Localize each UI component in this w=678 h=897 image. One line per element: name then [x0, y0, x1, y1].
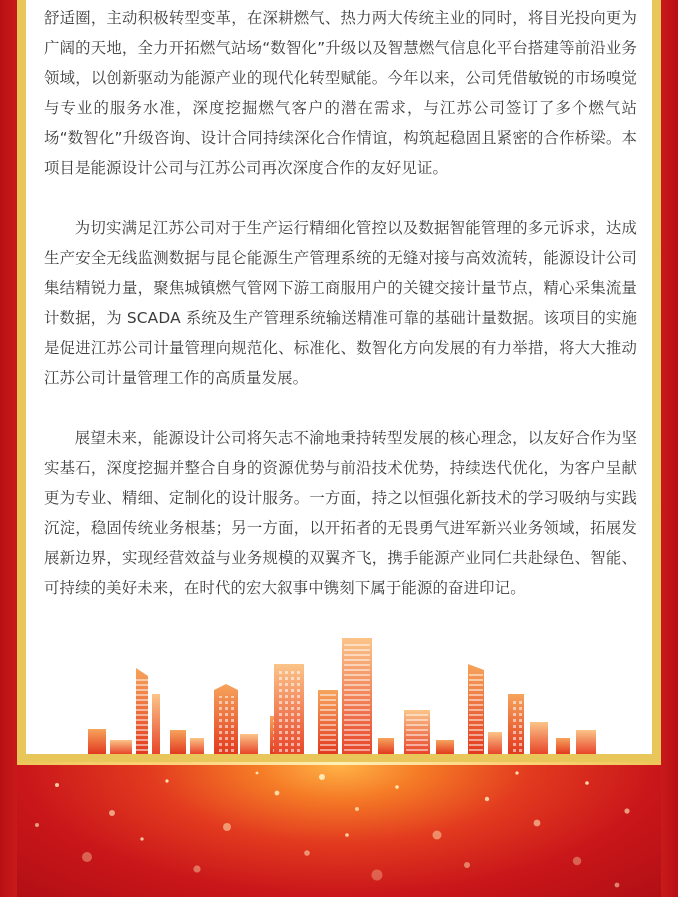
article-paragraph-3: 展望未来，能源设计公司将矢志不渝地秉持转型发展的核心理念，以友好合作为坚实基石，深度挖掘并整合自身的资源优势与前沿技术优势，持续迭代优化，为客户呈献更为专业、精细、定制化的设计服务。一方面，持之以恒强化新技术的学习吸纳与实践沉淀，稳固传统业务根基；另一方面，以开拓者的无畏勇气进军新兴业务领域，拓展发展新边界，实现经营效益与业务规模的双翼齐飞，携手能源产业同仁共赴绿色、智能、可持续的美好未来，在时代的宏大叙事中镌刻下属于能源的奋进印记。 — [44, 429, 637, 597]
sparkle-bokeh-icon — [17, 765, 661, 897]
article-paragraph-1: 舒适圈，主动积极转型变革，在深耕燃气、热力两大传统主业的同时，将目光投向更为广阔的天地，全力开拓燃气站场“数智化”升级以及智慧燃气信息化平台搭建等前沿业务领域，以创新驱动为能源产业的现代化转型赋能。今年以来，公司凭借敏锐的市场嗅觉与专业的服务水准，深度挖掘燃气客户的潜在需求，与江苏公司签订了多个燃气站场“数智化”升级咨询、设计合同持续深化合作情谊，构筑起稳固且紧密的合作桥梁。本项目是能源设计公司与江苏公司再次深度合作的友好见证。 — [44, 9, 637, 177]
article-page — [26, 0, 652, 754]
article-paragraph-2: 为切实满足江苏公司对于生产运行精细化管控以及数据智能管理的多元诉求，达成生产安全无线监测数据与昆仑能源生产管理系统的无缝对接与高效流转，能源设计公司集结精锐力量，聚焦城镇燃气管网下游工商服用户的关键交接计量节点，精心采集流量计数据，为 SCADA 系统及生产管理系统输送精准可靠的基础计量数据。该项目的实施是促进江苏公司计量管理向规范化、标准化、数智化方向发展的有力举措，将大大推动江苏公司计量管理工作的高质量发展。 — [44, 219, 637, 387]
article-body — [44, 0, 637, 603]
city-skyline-icon — [26, 634, 652, 754]
